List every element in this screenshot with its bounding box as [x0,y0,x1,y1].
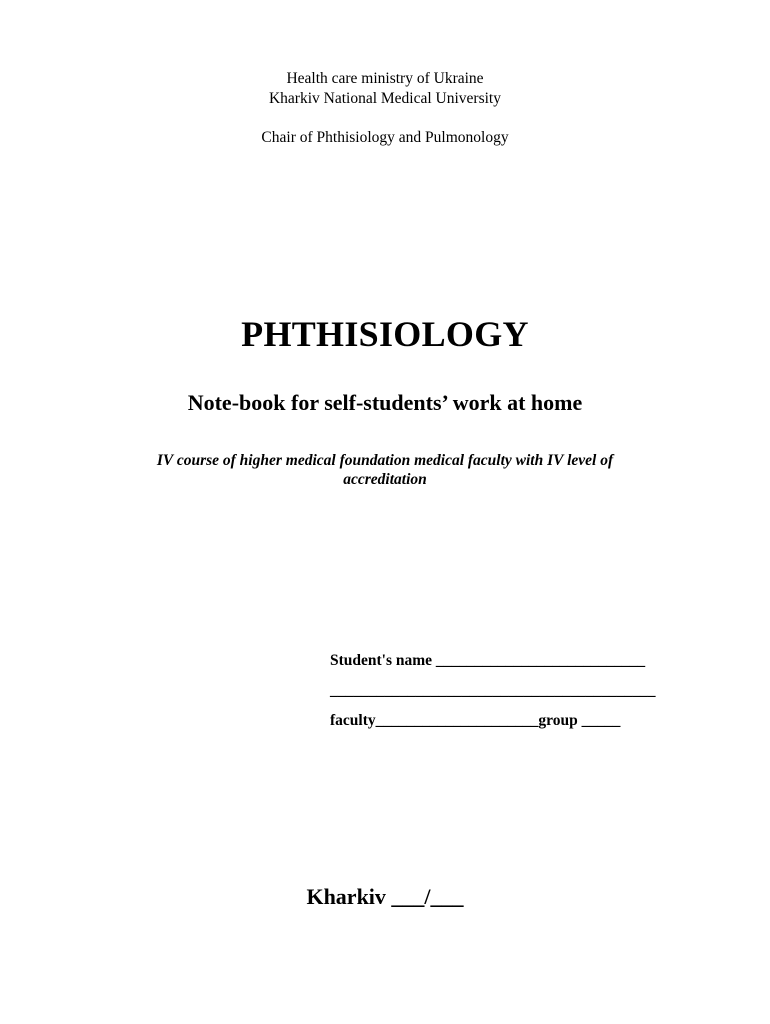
chair-heading: Chair of Phthisiology and Pulmonology [261,129,509,146]
university-heading: Kharkiv National Medical University [268,90,501,107]
student-name-field: Student's name ___________________________ [330,652,646,669]
city-year-footer: Kharkiv ___/___ [306,884,464,909]
faculty-group-field: faculty_____________________group _____ [330,712,621,729]
course-description-line-1: IV course of higher medical foundation medical faculty with IV level of [156,452,614,469]
course-description-line-2: accreditation [343,471,427,488]
student-name-continuation-field: __________________________________________ [330,682,656,699]
document-subtitle: Note-book for self-students’ work at home [187,390,583,415]
ministry-heading: Health care ministry of Ukraine [286,70,484,87]
document-title: PHTHISIOLOGY [241,314,529,354]
